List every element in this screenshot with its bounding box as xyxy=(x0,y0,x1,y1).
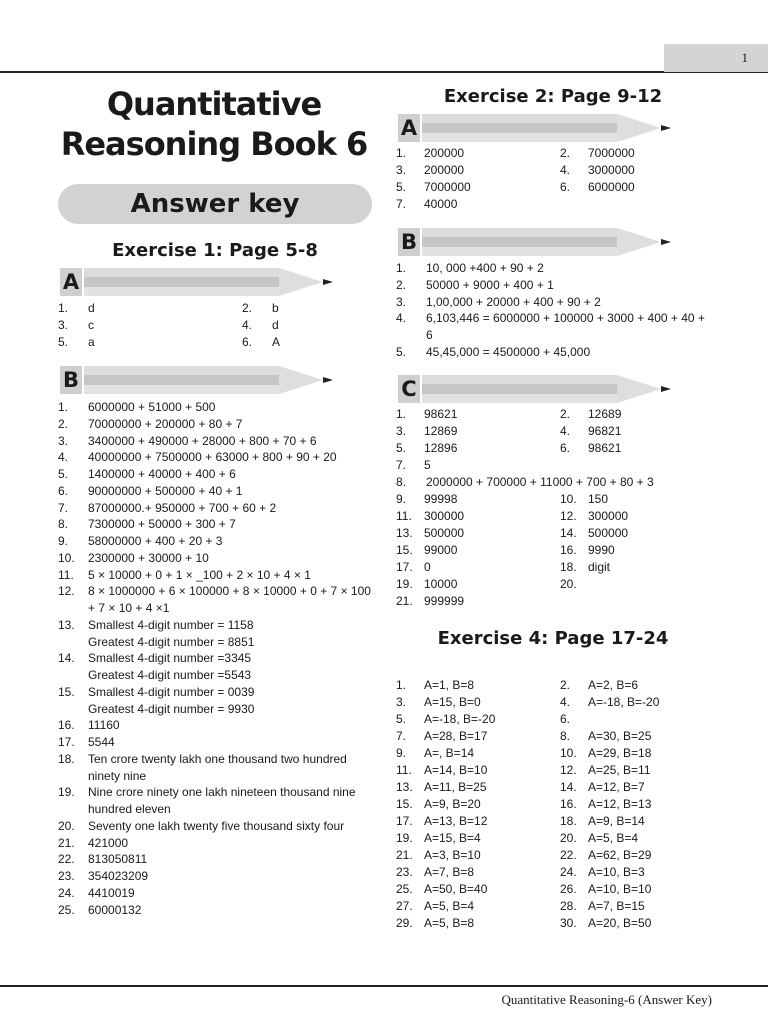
answer-num: 5. xyxy=(58,335,69,349)
answer-val: 150 xyxy=(588,492,609,506)
answer-val: 0 xyxy=(424,560,431,574)
answer-num: 13. xyxy=(58,617,75,632)
answer-num: 5. xyxy=(396,180,407,194)
answer-val: 87000000.+ 950000 + 700 + 60 + 2 xyxy=(88,500,277,515)
answer-num: 3. xyxy=(396,294,407,309)
list-item xyxy=(58,734,376,751)
answer-num: 20. xyxy=(560,577,577,591)
answer-val: A=25, B=11 xyxy=(588,763,651,777)
answer-val: A=12, B=13 xyxy=(588,797,652,811)
answer-val: 5 xyxy=(424,458,431,472)
answer-line: Smallest 4-digit number =3345 xyxy=(88,651,252,666)
exercise4-title: Exercise 4: Page 17-24 xyxy=(437,628,669,649)
answer-val: 354023209 xyxy=(88,869,149,883)
answer-val: 98621 xyxy=(424,407,458,421)
answer-num: 1. xyxy=(58,400,69,414)
answer-val: 7000000 xyxy=(424,180,471,194)
answer-val: 300000 xyxy=(588,509,629,523)
answer-num: 16. xyxy=(560,797,577,811)
answer-val: 12869 xyxy=(424,424,458,438)
list-item xyxy=(58,650,376,684)
pencil-body xyxy=(422,375,617,403)
pencil-body xyxy=(422,114,617,142)
pencil-tip xyxy=(279,366,323,394)
answer-val: 500000 xyxy=(588,526,629,540)
answer-val: 5 × 10000 + 0 + 1 × _100 + 2 × 10 + 4 × 1 xyxy=(88,567,311,582)
answer-num: 3. xyxy=(396,163,407,177)
answer-num: 13. xyxy=(396,526,413,540)
answer-val: 2000000 + 700000 + 11000 + 700 + 80 + 3 xyxy=(426,475,654,489)
answer-val: A=14, B=10 xyxy=(424,763,488,777)
list-item xyxy=(58,466,376,483)
pencil-tip xyxy=(617,228,661,256)
answer-val: 99998 xyxy=(424,492,458,506)
answer-val: 999999 xyxy=(424,594,465,608)
list-item xyxy=(58,784,376,818)
answer-num: 21. xyxy=(396,848,413,862)
answer-val: A=1, B=8 xyxy=(424,678,475,692)
top-rule xyxy=(0,71,768,73)
answer-num: 5. xyxy=(396,344,407,359)
answer-val: 40000000 + 7500000 + 63000 + 800 + 90 + 20 xyxy=(88,450,337,465)
page-number-box xyxy=(664,44,768,72)
answer-num: 6. xyxy=(560,712,571,726)
pencil-body xyxy=(422,228,617,256)
list-item xyxy=(58,717,376,734)
answer-val: 45,45,000 = 4500000 + 45,000 xyxy=(426,344,591,359)
list-item xyxy=(58,567,376,584)
answer-val: b xyxy=(272,301,279,315)
answer-num: 11. xyxy=(58,567,74,582)
answer-val: 60000132 xyxy=(88,902,142,917)
answer-num: 14. xyxy=(560,526,577,540)
list-item xyxy=(396,344,714,361)
answer-num: 2. xyxy=(242,301,253,315)
list-item xyxy=(396,260,714,277)
footer-text: Quantitative Reasoning-6 (Answer Key) xyxy=(501,992,712,1007)
answer-num: 18. xyxy=(58,751,75,766)
answer-val: A=-18, B=-20 xyxy=(588,695,660,709)
list-item xyxy=(58,617,376,651)
answer-val: A=9, B=20 xyxy=(424,797,481,811)
list-item xyxy=(58,868,376,885)
answer-val: 7300000 + 50000 + 300 + 7 xyxy=(88,517,236,532)
answer-val: 12689 xyxy=(588,407,622,421)
answer-num: 11. xyxy=(396,509,412,523)
answer-num: 9. xyxy=(58,534,69,548)
list-item xyxy=(396,294,714,311)
answer-val xyxy=(88,650,376,684)
pencil-body xyxy=(84,366,279,394)
answer-num: 1. xyxy=(396,146,407,160)
answer-num: 19. xyxy=(396,831,413,845)
answer-val: A=2, B=6 xyxy=(588,678,639,692)
pencil-b-ex1 xyxy=(60,366,335,394)
answer-val: 50000 + 9000 + 400 + 1 xyxy=(426,277,554,292)
answer-num: 4. xyxy=(396,311,407,326)
answer-line: Greatest 4-digit number = 8851 xyxy=(88,634,255,649)
answer-val: A=9, B=14 xyxy=(588,814,645,828)
answer-num: 6. xyxy=(58,483,69,498)
answer-val: 200000 xyxy=(424,146,465,160)
answer-val: Nine crore ninety one lakh nineteen thousand nine hundred eleven xyxy=(88,785,356,816)
answer-val xyxy=(588,576,728,593)
answer-num: 9. xyxy=(396,492,407,506)
answer-num: 14. xyxy=(560,780,577,794)
answer-line: Smallest 4-digit number = 0039 xyxy=(88,684,255,699)
pencil-a-ex2 xyxy=(398,114,673,142)
answer-val xyxy=(88,617,376,651)
answer-val: 500000 xyxy=(424,526,465,540)
answer-num: 15. xyxy=(58,684,75,699)
section-letter: B xyxy=(398,228,420,256)
answer-num: 27. xyxy=(396,899,413,913)
answer-val: A=, B=14 xyxy=(424,746,475,760)
answer-val: d xyxy=(272,318,279,332)
answer-val xyxy=(588,711,728,728)
answer-val: 96821 xyxy=(588,424,622,438)
answer-num: 19. xyxy=(58,785,75,800)
answer-num: 4. xyxy=(560,695,571,709)
answer-val: 99000 xyxy=(424,543,458,557)
answer-val: 12896 xyxy=(424,441,458,455)
answer-num: 12. xyxy=(560,509,577,523)
answer-val: 11160 xyxy=(88,718,120,733)
answer-val: a xyxy=(88,335,95,349)
answer-num: 7. xyxy=(396,458,407,472)
answer-num: 18. xyxy=(560,814,577,828)
answer-val: 40000 xyxy=(424,197,458,211)
answer-val: A=29, B=18 xyxy=(588,746,652,760)
answer-val: A=11, B=25 xyxy=(424,780,487,794)
list-item xyxy=(58,818,376,835)
answer-val: A=13, B=12 xyxy=(424,814,488,828)
answer-num: 25. xyxy=(58,902,75,917)
answer-num: 3. xyxy=(58,433,69,448)
answer-val: A=15, B=0 xyxy=(424,695,481,709)
answer-val: A=10, B=3 xyxy=(588,865,645,879)
answer-val: 300000 xyxy=(424,509,465,523)
answer-val: 813050811 xyxy=(88,852,148,867)
answer-num: 7. xyxy=(396,197,407,211)
answer-val: 98621 xyxy=(588,441,622,455)
answer-val: A=62, B=29 xyxy=(588,848,652,862)
list-item xyxy=(58,483,376,500)
list-item xyxy=(58,449,376,466)
answer-num: 2. xyxy=(396,277,407,292)
list-item xyxy=(58,416,376,433)
pencil-lead xyxy=(661,386,671,392)
pencil-lead xyxy=(323,279,333,285)
answer-num: 19. xyxy=(396,577,413,591)
answer-val: c xyxy=(88,318,94,332)
answer-val: 5544 xyxy=(88,735,115,749)
answer-num: 23. xyxy=(58,869,75,883)
answer-val: A=-18, B=-20 xyxy=(424,712,496,726)
answer-val: 4410019 xyxy=(88,885,135,900)
list-item xyxy=(396,277,714,294)
answer-num: 6. xyxy=(560,180,571,194)
answer-num: 16. xyxy=(560,543,577,557)
list-item xyxy=(396,310,714,344)
answer-val xyxy=(588,457,728,474)
section-letter: B xyxy=(60,366,82,394)
ex1-b-answers xyxy=(58,399,376,918)
answer-val: A=10, B=10 xyxy=(588,882,652,896)
pencil-c-ex2 xyxy=(398,375,673,403)
answer-num xyxy=(560,457,588,474)
answer-val: 421000 xyxy=(88,835,129,850)
answer-val: digit xyxy=(588,560,611,574)
answer-num: 29. xyxy=(396,916,413,930)
pencil-b-ex2 xyxy=(398,228,673,256)
answer-val: Seventy one lakh twenty five thousand sixty four xyxy=(88,818,345,833)
list-item xyxy=(58,885,376,902)
answer-val: A=5, B=8 xyxy=(424,916,475,930)
answer-val: A=12, B=7 xyxy=(588,780,645,794)
answer-val: 9990 xyxy=(588,543,615,557)
answer-num: 26. xyxy=(560,882,577,896)
section-letter: A xyxy=(398,114,420,142)
answer-val: 6000000 xyxy=(588,180,635,194)
answer-num: 11. xyxy=(396,763,412,777)
answer-num: 20. xyxy=(58,818,75,833)
answer-num: 5. xyxy=(396,441,407,455)
answer-num: 18. xyxy=(560,560,577,574)
answer-num: 4. xyxy=(58,450,69,465)
answer-num: 7. xyxy=(396,729,407,743)
answer-line: Greatest 4-digit number =5543 xyxy=(88,668,252,682)
answer-val: 58000000 + 400 + 20 + 3 xyxy=(88,534,223,548)
answer-num: 17. xyxy=(58,735,75,749)
answer-num: 10. xyxy=(560,492,577,506)
answer-val: A=5, B=4 xyxy=(424,899,475,913)
answer-num: 22. xyxy=(58,852,75,867)
answer-num xyxy=(560,593,588,610)
answer-val: 70000000 + 200000 + 80 + 7 xyxy=(88,416,243,431)
answer-num: 10. xyxy=(560,746,577,760)
answer-val: A=30, B=25 xyxy=(588,729,652,743)
bottom-rule xyxy=(0,985,768,987)
answer-num: 5. xyxy=(396,712,407,726)
answer-num: 21. xyxy=(396,594,413,608)
answer-val: 10, 000 +400 + 90 + 2 xyxy=(426,261,544,275)
ex2-a-answers xyxy=(396,145,728,213)
ex2-b-answers xyxy=(396,260,714,361)
answer-num: 9. xyxy=(396,746,407,760)
answer-val xyxy=(588,593,728,610)
answer-num: 16. xyxy=(58,718,75,733)
pencil-lead xyxy=(323,377,333,383)
answer-val: A=15, B=4 xyxy=(424,831,481,845)
pencil-lead xyxy=(661,239,671,245)
answer-val: 7000000 xyxy=(588,146,635,160)
answer-num: 3. xyxy=(396,695,407,709)
answer-num: 14. xyxy=(58,651,75,666)
pencil-a-ex1 xyxy=(60,268,335,296)
list-item xyxy=(396,474,714,491)
answer-num: 2. xyxy=(560,678,571,692)
answer-val: 3000000 xyxy=(588,163,635,177)
ex1-a-answers xyxy=(58,300,372,351)
answer-num: 25. xyxy=(396,882,413,896)
answer-val xyxy=(588,196,728,213)
exercise1-title: Exercise 1: Page 5-8 xyxy=(112,240,318,261)
answer-num: 1. xyxy=(396,261,407,275)
answer-val: 200000 xyxy=(424,163,465,177)
answer-val: 6000000 + 51000 + 500 xyxy=(88,400,216,414)
answer-num: 20. xyxy=(560,831,577,845)
answer-num: 2. xyxy=(560,146,571,160)
answer-num: 13. xyxy=(396,780,413,794)
answer-val: A=28, B=17 xyxy=(424,729,488,743)
answer-num: 17. xyxy=(396,814,413,828)
ex2-c-item8 xyxy=(396,474,714,491)
answer-num: 6. xyxy=(242,335,253,349)
answer-num: 2. xyxy=(58,416,69,431)
answer-num: 1. xyxy=(396,407,407,421)
list-item xyxy=(58,500,376,517)
ex2-c-answers-b xyxy=(396,491,728,610)
answer-num: 15. xyxy=(396,797,413,811)
book-title-line1: Quantitative xyxy=(106,85,322,123)
list-item xyxy=(58,902,376,919)
answer-val: 1,00,000 + 20000 + 400 + 90 + 2 xyxy=(426,294,601,309)
answer-key-banner: Answer key xyxy=(58,184,372,224)
answer-num: 24. xyxy=(58,885,75,900)
answer-num: 1. xyxy=(58,301,69,315)
ex4-answers xyxy=(396,677,728,932)
answer-val: 90000000 + 500000 + 40 + 1 xyxy=(88,483,243,498)
list-item xyxy=(58,583,376,617)
section-letter: A xyxy=(60,268,82,296)
answer-num: 8. xyxy=(560,729,571,743)
exercise2-title: Exercise 2: Page 9-12 xyxy=(443,86,663,107)
answer-num: 23. xyxy=(396,865,413,879)
list-item xyxy=(58,835,376,852)
list-item xyxy=(58,851,376,868)
pencil-tip xyxy=(617,114,661,142)
list-item xyxy=(58,399,376,416)
answer-num: 3. xyxy=(58,318,69,332)
answer-val: 6,103,446 = 6000000 + 100000 + 3000 + 400 + 40 + 6 xyxy=(426,311,705,342)
answer-num: 4. xyxy=(242,318,253,332)
answer-num: 10. xyxy=(58,550,75,565)
answer-num: 6. xyxy=(560,441,571,455)
answer-num: 17. xyxy=(396,560,413,574)
answer-num: 7. xyxy=(58,500,69,515)
answer-val: 10000 xyxy=(424,577,458,591)
list-item xyxy=(58,433,376,450)
answer-val: A=50, B=40 xyxy=(424,882,488,896)
answer-val: 8 × 1000000 + 6 × 100000 + 8 × 10000 + 0 + 7 × 100 + 7 × 10 + 4 ×1 xyxy=(88,584,371,615)
answer-val xyxy=(88,684,376,718)
answer-val: A=20, B=50 xyxy=(588,916,652,930)
ex2-c-answers xyxy=(396,406,728,474)
pencil-body xyxy=(84,268,279,296)
answer-num: 30. xyxy=(560,916,577,930)
answer-val: 2300000 + 30000 + 10 xyxy=(88,550,209,565)
answer-val: Ten crore twenty lakh one thousand two hundred ninety nine xyxy=(88,751,347,783)
answer-num: 12. xyxy=(58,584,75,599)
section-letter: C xyxy=(398,375,420,403)
answer-num: 15. xyxy=(396,543,413,557)
answer-val: A=7, B=8 xyxy=(424,865,475,879)
answer-num: 8. xyxy=(396,475,407,489)
book-title-line2: Reasoning Book 6 xyxy=(60,125,368,163)
answer-num: 22. xyxy=(560,848,577,862)
answer-num: 21. xyxy=(58,835,75,850)
pencil-tip xyxy=(617,375,661,403)
list-item xyxy=(58,533,376,550)
answer-num: 4. xyxy=(560,163,571,177)
answer-val: 3400000 + 490000 + 28000 + 800 + 70 + 6 xyxy=(88,433,317,448)
answer-val: A=5, B=4 xyxy=(588,831,639,845)
page-number: 1 xyxy=(741,50,748,65)
answer-num: 24. xyxy=(560,865,577,879)
answer-num: 28. xyxy=(560,899,577,913)
list-item xyxy=(58,684,376,718)
answer-num: 12. xyxy=(560,763,577,777)
answer-line: Smallest 4-digit number = 1158 xyxy=(88,617,254,632)
answer-num: 2. xyxy=(560,407,571,421)
pencil-lead xyxy=(661,125,671,131)
pencil-tip xyxy=(279,268,323,296)
answer-num: 5. xyxy=(58,467,69,481)
answer-val: A=3, B=10 xyxy=(424,848,481,862)
answer-num: 1. xyxy=(396,678,407,692)
list-item xyxy=(58,751,376,785)
answer-line: Greatest 4-digit number = 9930 xyxy=(88,701,255,716)
list-item xyxy=(58,550,376,567)
answer-num xyxy=(560,196,588,213)
answer-num: 4. xyxy=(560,424,571,438)
answer-num: 8. xyxy=(58,517,69,532)
answer-val: d xyxy=(88,301,95,315)
answer-val: A xyxy=(272,335,281,349)
list-item xyxy=(58,516,376,533)
answer-val: 1400000 + 40000 + 400 + 6 xyxy=(88,467,236,481)
answer-val: A=7, B=15 xyxy=(588,899,645,913)
book-title xyxy=(56,84,372,164)
answer-num: 3. xyxy=(396,424,407,438)
